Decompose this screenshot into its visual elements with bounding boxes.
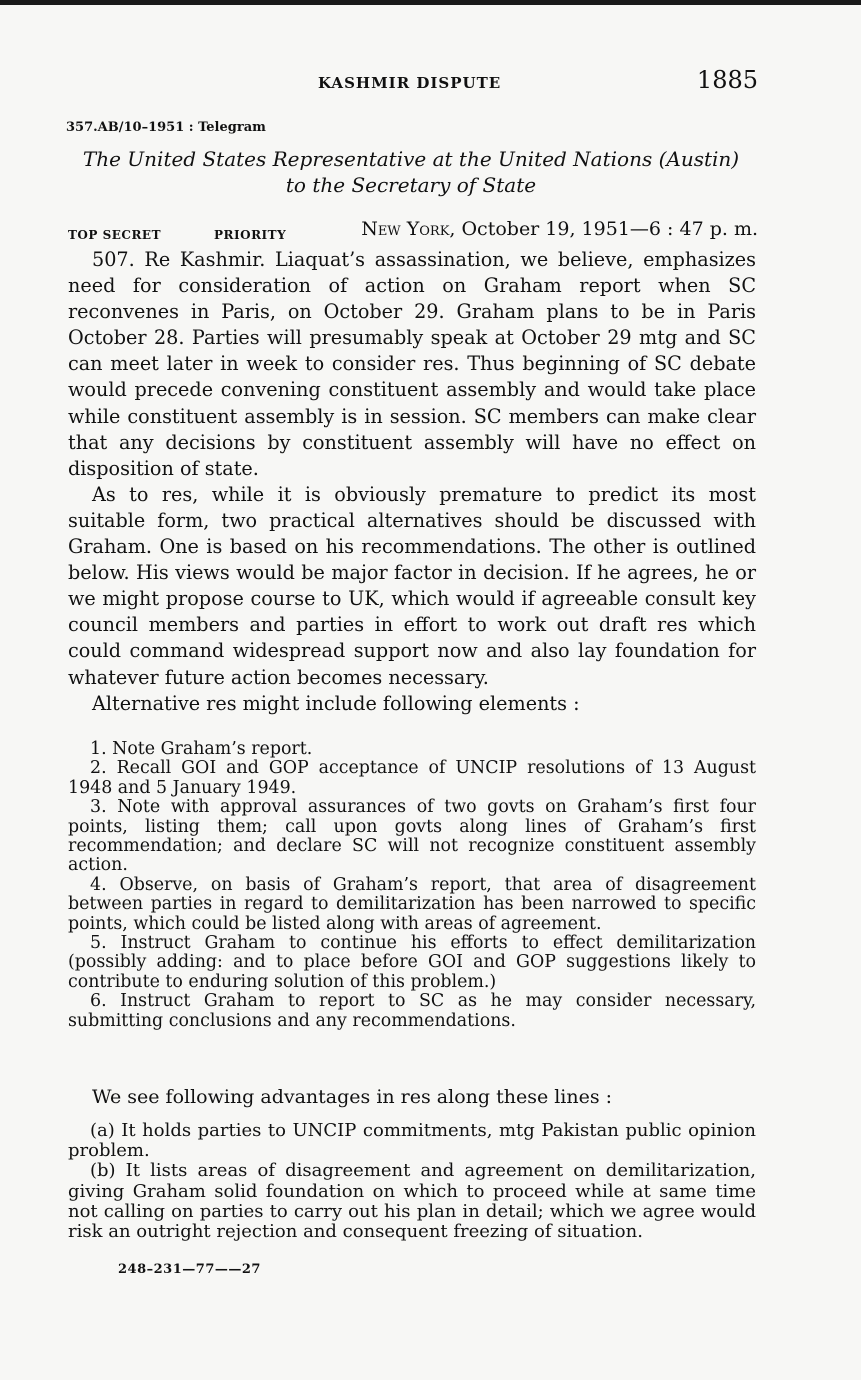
document-title-line-2: to the Secretary of State (285, 173, 537, 197)
running-title: KASHMIR DISPUTE (318, 74, 502, 92)
list-item: 5. Instruct Graham to continue his efforts to effect demilitarization (possibly adding: and to place before GOI and GOP suggestions likely to contribute to enduring solution of this problem.) (68, 933, 756, 992)
document-title (66, 146, 756, 198)
paragraph: 507. Re Kashmir. Liaquat’s assassination, we believe, emphasizes need for consideration of action on Graham report when SC reconvenes in Paris, on October 29. Graham plans to be in Paris October 28. Parties will presumably speak at October 29 mtg and SC can meet later in week to consider res. Thus beginning of SC debate would precede convening constituent assembly and would take place while constituent assembly is in session. SC members can make clear that any decisions by constituent assembly will have no effect on disposition of state. (68, 248, 756, 480)
classification-label: TOP SECRET (68, 228, 161, 242)
paragraph: As to res, while it is obviously premature to predict its most suitable form, two practical alternatives should be discussed with Graham. One is based on his recommendations. The other is outlined below. His views would be major factor in decision. If he agrees, he or we might propose course to UK, which would if agreeable consult key council members and parties in effort to work out draft res which could command widespread support now and also lay foundation for whatever future action becomes necessary. (68, 482, 756, 689)
body-paragraphs (68, 247, 756, 717)
advantages-lead: We see following advantages in res along these lines : (92, 1086, 613, 1108)
page-header (60, 66, 760, 98)
dateline (361, 218, 758, 240)
priority-label: PRIORITY (214, 228, 287, 242)
list-item: (b) It lists areas of disagreement and agreement on demilitarization, giving Graham solid foundation on which to proceed while at same time not calling on parties to carry out his plan in detail; which we agree would risk an outright rejection and consequent freezing of situation. (68, 1160, 756, 1243)
document-reference: 357.AB/10–1951 : Telegram (66, 120, 266, 135)
page-top-edge (0, 0, 861, 5)
list-item: 2. Recall GOI and GOP acceptance of UNCIP resolutions of 13 August 1948 and 5 January 1949. (68, 758, 756, 798)
print-code: 248–231—77——27 (118, 1262, 261, 1277)
document-title-line-1: The United States Representative at the United Nations (Austin) (82, 147, 740, 171)
dateline-place: New York (361, 218, 450, 240)
list-item: 1. Note Graham’s report. (90, 739, 313, 759)
advantages-list (68, 1121, 756, 1242)
list-item: 4. Observe, on basis of Graham’s report, that area of disagreement between parties in regard to demilitarization has been narrowed to specific points, which could be listed along with areas of agreement. (68, 874, 756, 934)
dateline-date: , October 19, 1951—6 : 47 p. m. (449, 218, 758, 240)
paragraph: Alternative res might include following elements : (92, 691, 580, 715)
list-item: (a) It holds parties to UNCIP commitments, mtg Pakistan public opinion problem. (68, 1120, 756, 1162)
resolution-elements-list (68, 740, 756, 1031)
page-number: 1885 (696, 66, 758, 94)
list-item: 3. Note with approval assurances of two govts on Graham’s first four points, listing them; call upon govts along lines of Graham’s first recommendation; and declare SC will not recognize constituent assembly action. (68, 797, 756, 876)
classification-line (68, 218, 758, 244)
list-item: 6. Instruct Graham to report to SC as he may consider necessary, submitting conclusions and any recommendations. (68, 991, 756, 1031)
